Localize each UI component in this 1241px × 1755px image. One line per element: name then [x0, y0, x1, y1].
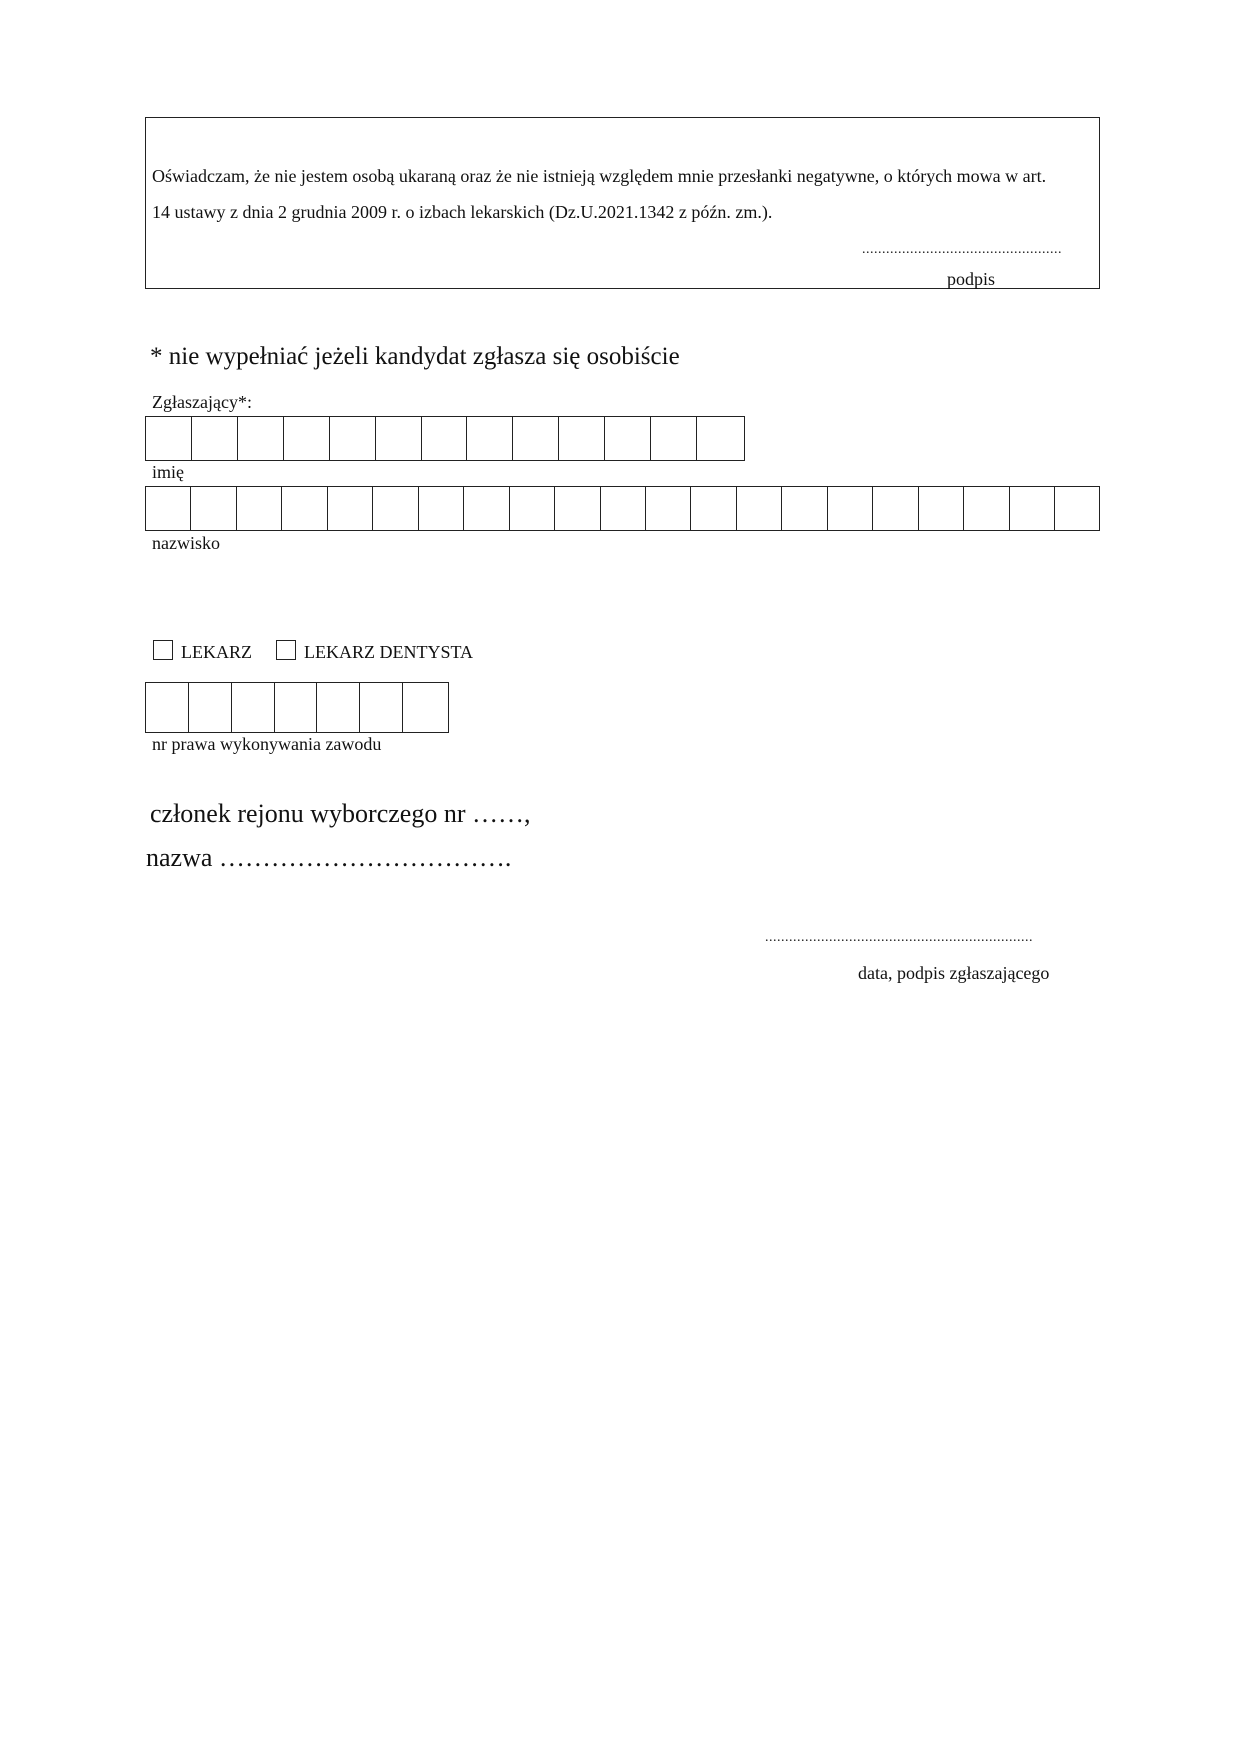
last-name-cell[interactable]	[419, 487, 464, 530]
footer-signature-label: data, podpis zgłaszającego	[858, 963, 1050, 983]
license-number-cell[interactable]	[189, 683, 232, 732]
first-name-cell[interactable]	[422, 417, 468, 460]
first-name-cells[interactable]	[145, 416, 745, 461]
first-name-cell[interactable]	[467, 417, 513, 460]
footer-signature-dots: ...................................................................	[765, 930, 1033, 945]
first-name-cell[interactable]	[284, 417, 330, 460]
first-name-cell[interactable]	[330, 417, 376, 460]
license-number-cell[interactable]	[317, 683, 360, 732]
first-name-cell[interactable]	[238, 417, 284, 460]
last-name-cell[interactable]	[146, 487, 191, 530]
first-name-label: imię	[152, 462, 184, 482]
last-name-cell[interactable]	[191, 487, 236, 530]
last-name-cell[interactable]	[282, 487, 327, 530]
declaration-line-2: 14 ustawy z dnia 2 grudnia 2009 r. o izbach lekarskich (Dz.U.2021.1342 z późn. zm.).	[152, 202, 773, 222]
license-number-cell[interactable]	[403, 683, 449, 732]
checkbox-lekarz[interactable]	[153, 640, 252, 663]
last-name-cell[interactable]	[328, 487, 373, 530]
last-name-cell[interactable]	[1055, 487, 1100, 530]
last-name-cell[interactable]	[919, 487, 964, 530]
last-name-cell[interactable]	[555, 487, 600, 530]
last-name-cell[interactable]	[782, 487, 827, 530]
last-name-cell[interactable]	[510, 487, 555, 530]
last-name-cell[interactable]	[828, 487, 873, 530]
last-name-cell[interactable]	[964, 487, 1009, 530]
first-name-cell[interactable]	[192, 417, 238, 460]
last-name-label: nazwisko	[152, 533, 220, 553]
last-name-cell[interactable]	[737, 487, 782, 530]
last-name-cell[interactable]	[464, 487, 509, 530]
reporter-label: Zgłaszający*:	[152, 392, 252, 412]
last-name-cell[interactable]	[237, 487, 282, 530]
last-name-cell[interactable]	[646, 487, 691, 530]
license-number-cell[interactable]	[275, 683, 318, 732]
district-name-line: nazwa …………………………….	[146, 843, 512, 872]
first-name-cell[interactable]	[651, 417, 697, 460]
declaration-signature-dots: ..................................................	[862, 242, 1062, 257]
declaration-signature-label: podpis	[947, 269, 996, 289]
checkbox-lekarz-dentysta[interactable]	[276, 640, 473, 663]
last-name-cell[interactable]	[373, 487, 418, 530]
checkbox-lekarz-dentysta-label: LEKARZ DENTYSTA	[304, 642, 474, 662]
checkbox-square-icon[interactable]	[153, 640, 173, 660]
last-name-cell[interactable]	[873, 487, 918, 530]
last-name-cell[interactable]	[691, 487, 736, 530]
note-heading: * nie wypełniać jeżeli kandydat zgłasza się osobiście	[150, 343, 680, 370]
license-number-cells[interactable]	[145, 682, 449, 733]
license-number-cell[interactable]	[232, 683, 275, 732]
first-name-cell[interactable]	[697, 417, 745, 460]
license-number-cell[interactable]	[146, 683, 189, 732]
first-name-cell[interactable]	[513, 417, 559, 460]
last-name-cells[interactable]	[145, 486, 1100, 531]
last-name-cell[interactable]	[601, 487, 646, 530]
first-name-cell[interactable]	[559, 417, 605, 460]
last-name-cell[interactable]	[1010, 487, 1055, 530]
first-name-cell[interactable]	[605, 417, 651, 460]
district-number-line: członek rejonu wyborczego nr ……,	[150, 799, 531, 828]
checkbox-lekarz-label: LEKARZ	[181, 642, 252, 662]
checkbox-square-icon[interactable]	[276, 640, 296, 660]
declaration-line-1: Oświadczam, że nie jestem osobą ukaraną oraz że nie istnieją względem mnie przesłanki negatywne, o których mowa w art.	[152, 166, 1047, 186]
license-number-cell[interactable]	[360, 683, 403, 732]
first-name-cell[interactable]	[376, 417, 422, 460]
license-number-label: nr prawa wykonywania zawodu	[152, 734, 382, 754]
first-name-cell[interactable]	[146, 417, 192, 460]
